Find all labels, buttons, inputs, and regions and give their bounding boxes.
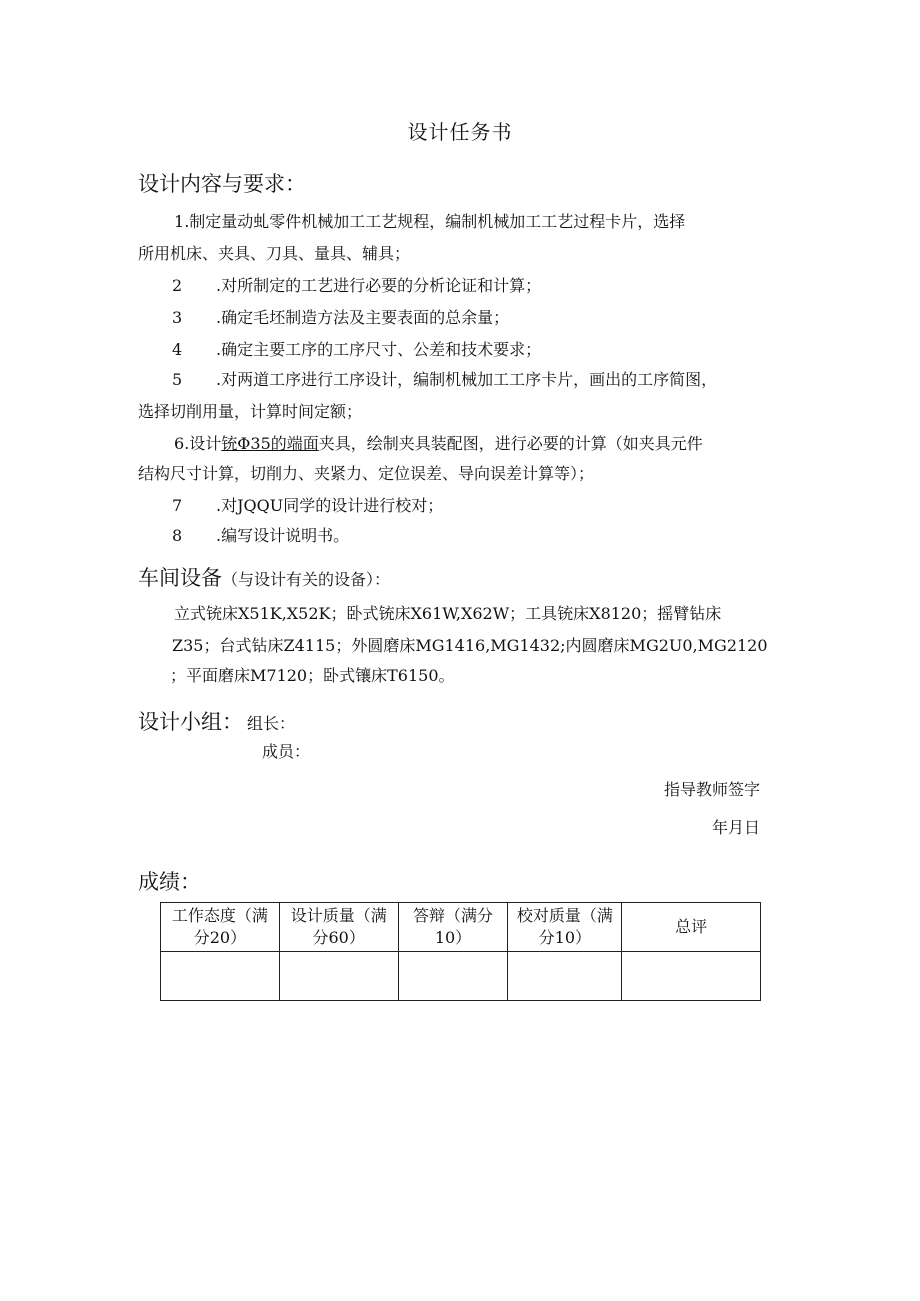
group-heading-row (138, 706, 295, 736)
item-text: .对两道工序进行工序设计，编制机械加工工序卡片，画出的工序简图， (216, 370, 718, 389)
grade-cell-quality[interactable] (279, 952, 398, 1001)
grades-value-row (161, 952, 761, 1001)
item-6-line2: 结构尺寸计算，切削力、夹紧力、定位误差、导向误差计算等）； (138, 464, 595, 483)
item-1-line2: 所用机床、夹具、刀具、量具、辅具； (138, 244, 411, 263)
grade-col-defense: 答辩（满分 10） (398, 903, 508, 952)
item-text: .对所制定的工艺进行必要的分析论证和计算； (216, 276, 542, 295)
item-text-prefix: .设计 (184, 434, 222, 453)
grade-col-overall: 总评 (622, 903, 761, 952)
item-number: 2 (172, 276, 183, 295)
grade-cell-review[interactable] (508, 952, 622, 1001)
item-number: 8 (172, 526, 183, 545)
content-heading: 设计内容与要求： (138, 172, 306, 196)
item-number: 5 (172, 370, 183, 389)
item-text: .确定毛坯制造方法及主要表面的总余量； (216, 308, 510, 327)
item-8 (172, 526, 349, 546)
grades-table (160, 902, 761, 1001)
group-heading: 设计小组： (138, 710, 243, 734)
leader-label: 组长： (247, 714, 296, 733)
item-5-line1 (172, 370, 717, 390)
item-3 (172, 308, 509, 328)
item-7 (172, 496, 443, 516)
item-5-line2: 选择切削用量，计算时间定额； (138, 402, 363, 421)
date-label: 年月日 (711, 818, 760, 837)
item-2 (172, 276, 541, 296)
item-number: 3 (172, 308, 183, 327)
equipment-heading: 车间设备 (138, 566, 222, 590)
teacher-signature-label: 指导教师签字 (663, 780, 760, 799)
item-text: .制定量动虬零件机械加工工艺规程，编制机械加工工艺过程卡片，选择 (184, 212, 686, 231)
grade-cell-defense[interactable] (398, 952, 508, 1001)
item-number: 7 (172, 496, 183, 515)
item-text: .确定主要工序的工序尺寸、公差和技术要求； (216, 340, 542, 359)
item-text-suffix: 夹具，绘制夹具装配图，进行必要的计算（如夹具元件 (318, 434, 703, 453)
item-number: 1 (174, 212, 185, 231)
equipment-line1: 立式铳床X51K,X52K；卧式铳床X61W,X62W；工具铳床X8120；摇臂钻床 (174, 604, 722, 623)
equipment-line3: ；平面磨床M7120；卧式镶床T6150。 (170, 666, 455, 685)
item-1-line1 (174, 212, 685, 232)
item-number: 4 (172, 340, 183, 359)
equipment-line2: Z35；台式钻床Z4115；外圆磨床MG1416,MG1432;内圆磨床MG2U0,MG2120 (172, 636, 768, 655)
equipment-heading-note: （与设计有关的设备）： (222, 570, 391, 589)
grade-cell-overall[interactable] (622, 952, 761, 1001)
grade-col-review: 校对质量（满 分10） (508, 903, 622, 952)
grade-cell-attitude[interactable] (161, 952, 280, 1001)
equipment-heading-row (138, 562, 390, 592)
grade-col-attitude: 工作态度（满 分20） (161, 903, 280, 952)
grades-header-row (161, 903, 761, 952)
underlined-feature: 铳Φ35的端面 (221, 434, 319, 453)
item-6-line1 (174, 434, 703, 454)
grade-col-quality: 设计质量（满 分60） (279, 903, 398, 952)
item-number: 6 (174, 434, 185, 453)
item-text: .编写设计说明书。 (216, 526, 350, 545)
grades-heading: 成绩： (138, 870, 201, 894)
item-4 (172, 340, 541, 360)
item-text: .对JQQU同学的设计进行校对； (216, 496, 444, 515)
members-label: 成员： (262, 742, 311, 761)
page-title: 设计任务书 (407, 120, 513, 144)
